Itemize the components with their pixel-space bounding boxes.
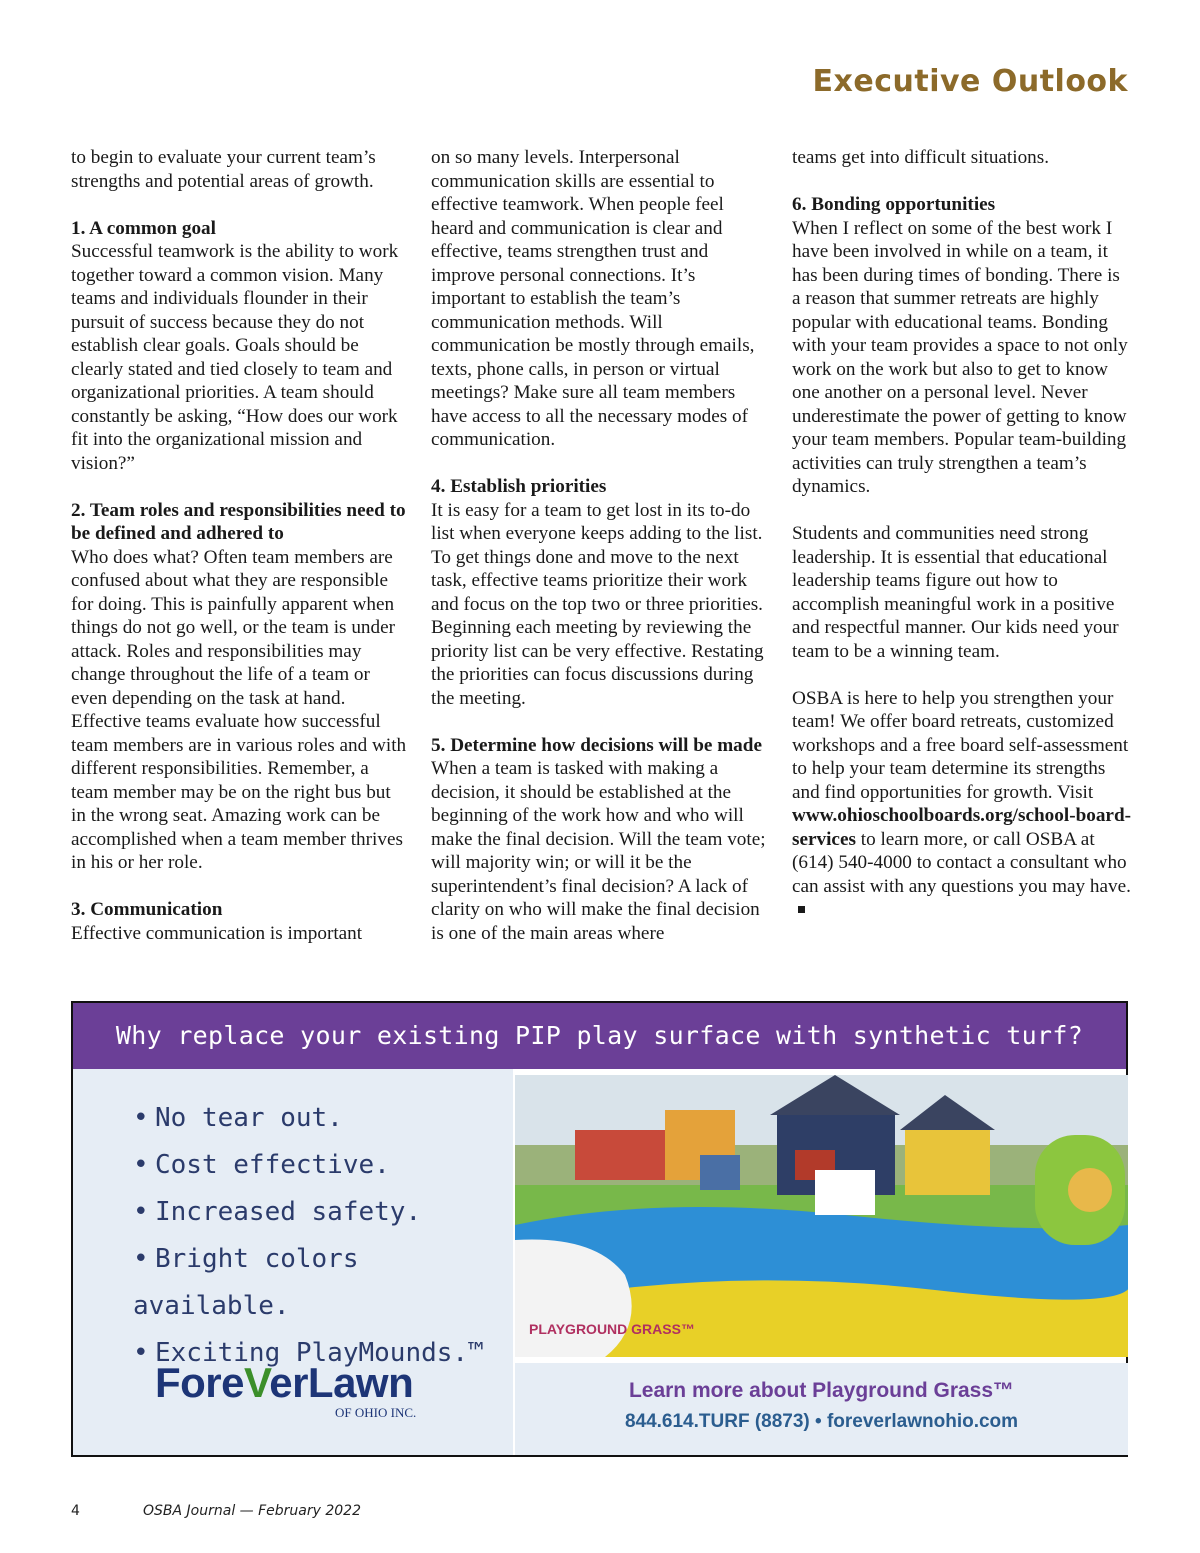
benefit-text: No tear out.	[155, 1103, 343, 1133]
benefit-text: Cost effective.	[155, 1150, 390, 1180]
ad-benefits-panel	[73, 1069, 513, 1455]
subheading: 4. Establish priorities	[431, 476, 607, 497]
article-column-1	[71, 146, 407, 969]
subheading: 3. Communication	[71, 899, 223, 920]
paragraph: It is easy for a team to get lost in its to-do list when everyone keeps adding to the list. To get things done and move to the next task, effective teams prioritize their work and focus on the top two or three priorities. Beginning each meeting by reviewing the priority list can be very effective. Restating the priorities can focus discussions during the meeting.	[431, 499, 764, 709]
bullet-icon: •	[133, 1197, 149, 1227]
bullet-icon: •	[133, 1338, 149, 1368]
benefit-text: Bright colors available.	[133, 1244, 359, 1321]
foreverlawn-advertisement[interactable]	[71, 1001, 1128, 1457]
ad-benefits-list	[133, 1095, 513, 1377]
bullet-icon: •	[133, 1150, 149, 1180]
logo-part: Fore	[155, 1359, 245, 1406]
page-number: 4	[71, 1503, 80, 1519]
subheading: 1. A common goal	[71, 217, 216, 239]
playground-grass-brand: PLAYGROUND GRASS™	[529, 1321, 695, 1337]
paragraph-cta	[792, 687, 1132, 922]
paragraph: Successful teamwork is the ability to work together toward a common vision. Many teams and individuals flounder in their pursuit of success because they do not establish clear goals. Goals should be clearly stated and tied closely to team and organizational priorities. A team should constantly be asking, “How does our work fit into the organizational mission and vision?”	[71, 241, 399, 474]
paragraph: When I reflect on some of the best work I have been involved in while on a team, it has been during times of bonding. There is a reason that summer retreats are highly popular with educational teams. Bonding with your team provides a space to not only work on the work but also to get to know one another on a personal level. Never underestimate the power of getting to know your team members. Popular team-building activities can truly strengthen a team’s dynamics.	[792, 217, 1128, 497]
benefit-text: Increased safety.	[155, 1197, 422, 1227]
paragraph-text: to learn more, or call OSBA at (614) 540-4000 to contact a consultant who can assist with any questions you may have.	[792, 828, 1131, 897]
benefit-text: Exciting PlayMounds.™	[155, 1338, 484, 1368]
paragraph: teams get into difficult situations.	[792, 147, 1050, 168]
logo-wordmark	[155, 1359, 413, 1406]
foreverlawn-logo	[155, 1359, 455, 1429]
paragraph: Students and communities need strong leadership. It is essential that educational leadership teams figure out how to accomplish meaningful work in a positive and respectful manner. Our kids need your team to be a winning team.	[792, 523, 1119, 662]
subheading: 2. Team roles and responsibilities need to be defined and adhered to	[71, 499, 406, 544]
paragraph: When a team is tasked with making a decision, it should be established at the beginning of the work how and who will make the final decision. Will the team vote; will majority win; or will it be the superintendent’s final decision? A lack of clarity on who will make the final decision is one of the main areas where	[431, 758, 766, 944]
article-column-2	[431, 146, 771, 969]
list-item	[133, 1142, 513, 1189]
paragraph-text: OSBA is here to help you strengthen your team! We offer board retreats, customized workshops and a free board self-assessment to help your team determine its strengths and find opportunities for growth. Visit	[792, 687, 1129, 803]
ad-cta-panel	[515, 1363, 1128, 1455]
publication-info: OSBA Journal — February 2022	[143, 1503, 361, 1519]
bullet-icon: •	[133, 1103, 149, 1133]
cta-headline: Learn more about Playground Grass™	[628, 1379, 1015, 1402]
section-title: Executive Outlook	[812, 64, 1128, 99]
playground-photo	[515, 1075, 1128, 1357]
paragraph: Who does what? Often team members are confused about what they are responsible for doing. This is painfully apparent when things do not go well, or the team is under attack. Roles and responsibilities may change throughout the life of a team or even depending on the task at hand. Effective teams evaluate how successful team members are in various roles and with different responsibilities. Remember, a team member may be on the right bus but in the wrong seat. Amazing work can be accomplished when a team member thrives in his or her role.	[71, 546, 407, 873]
end-mark-icon	[798, 906, 805, 913]
paragraph: on so many levels. Interpersonal communication skills are essential to effective teamwork. When people feel heard and communication is clear and effective, teams strengthen trust and improve personal connections. It’s important to establish the team’s communication methods. Will communication be mostly through emails, texts, phone calls, in person or virtual meetings? Make sure all team members have access to all the necessary modes of communication.	[431, 147, 755, 450]
list-item	[133, 1189, 513, 1236]
article-column-3	[792, 146, 1132, 945]
page-footer	[71, 1503, 361, 1519]
cta-contact-link[interactable]: 844.614.TURF (8873) • foreverlawnohio.com	[624, 1411, 1019, 1432]
list-item	[133, 1095, 513, 1142]
ad-headline: Why replace your existing PIP play surface with synthetic turf?	[73, 1003, 1126, 1069]
logo-subtitle: OF OHIO INC.	[335, 1405, 417, 1420]
osba-services-link[interactable]: www.ohioschoolboards.org/school-board-services	[792, 805, 1132, 850]
subheading: 5. Determine how decisions will be made	[431, 734, 762, 756]
paragraph: Effective communication is important	[71, 922, 363, 944]
logo-grass-v: V	[244, 1359, 270, 1406]
logo-part: erLawn	[269, 1359, 414, 1406]
bullet-icon: •	[133, 1244, 149, 1274]
subheading: 6. Bonding opportunities	[792, 194, 996, 215]
playground-illustration	[515, 1075, 1128, 1357]
list-item	[133, 1236, 513, 1330]
paragraph: to begin to evaluate your current team’s strengths and potential areas of growth.	[71, 147, 376, 192]
